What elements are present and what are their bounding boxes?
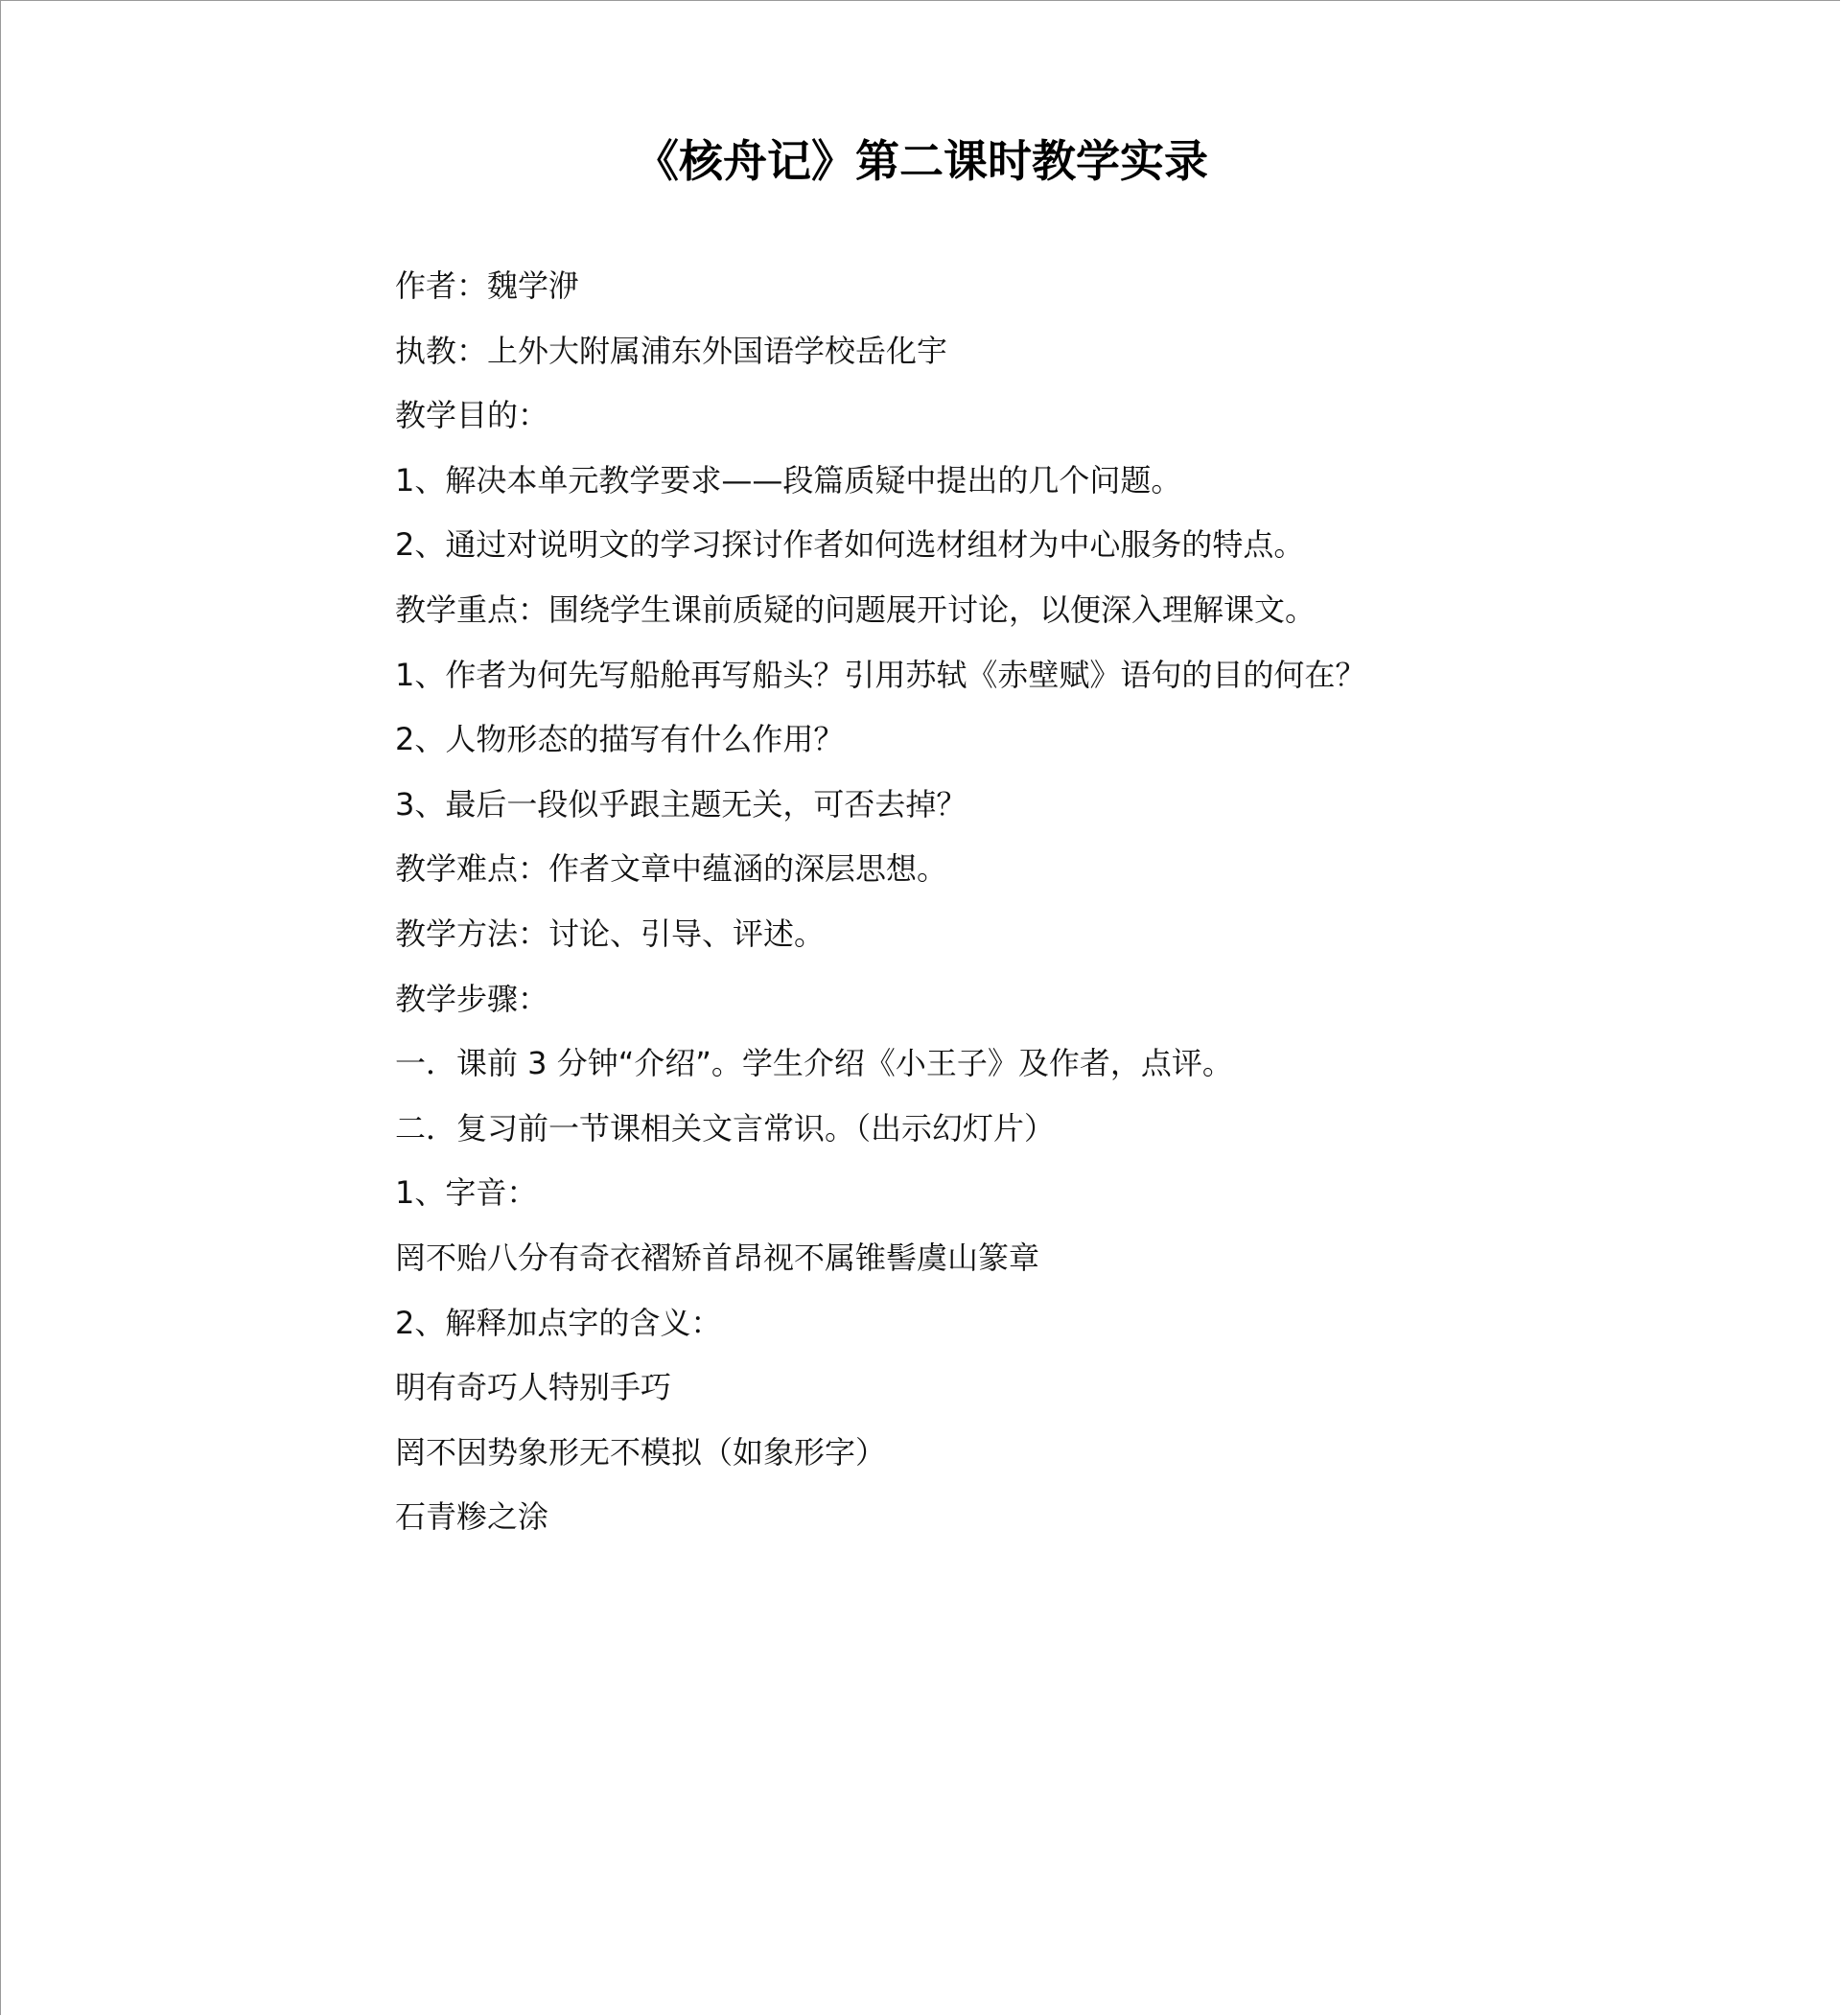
teaching-method-line: 教学方法：讨论、引导、评述。 xyxy=(395,915,826,952)
goal-item: 2、通过对说明文的学习探讨作者如何选材组材为中心服务的特点。 xyxy=(395,526,1305,564)
focus-item: 2、人物形态的描写有什么作用？ xyxy=(395,721,845,758)
step-item: 一．课前 3 分钟“介绍”。学生介绍《小王子》及作者，点评。 xyxy=(395,1045,1233,1082)
meaning-item: 罔不因势象形无不模拟（如象形字） xyxy=(395,1433,887,1471)
teacher-line: 执教：上外大附属浦东外国语学校岳化宇 xyxy=(395,332,948,369)
focus-item: 1、作者为何先写船舱再写船头？引用苏轼《赤壁赋》语句的目的何在？ xyxy=(395,656,1366,693)
pronunciation-heading: 1、字音： xyxy=(395,1174,538,1212)
document-body xyxy=(395,254,1546,1550)
step-item: 二．复习前一节课相关文言常识。（出示幻灯片） xyxy=(395,1109,1056,1147)
teaching-goals-heading: 教学目的： xyxy=(395,397,549,434)
pronunciation-words: 罔不贻八分有奇衣褶矫首昂视不属锥髻虞山篆章 xyxy=(395,1239,1040,1276)
teaching-focus-line: 教学重点：围绕学生课前质疑的问题展开讨论，以便深入理解课文。 xyxy=(395,591,1317,628)
teaching-steps-heading: 教学步骤： xyxy=(395,980,549,1017)
teaching-difficulty-line: 教学难点：作者文章中蕴涵的深层思想。 xyxy=(395,850,948,888)
meaning-item: 明有奇巧人特别手巧 xyxy=(395,1369,672,1406)
meaning-heading: 2、解释加点字的含义： xyxy=(395,1304,722,1341)
document-title: 《核舟记》第二课时教学实录 xyxy=(635,135,1208,187)
focus-item: 3、最后一段似乎跟主题无关，可否去掉？ xyxy=(395,785,967,823)
meaning-item: 石青糁之涂 xyxy=(395,1498,549,1536)
author-line: 作者：魏学洢 xyxy=(395,267,580,304)
goal-item: 1、解决本单元教学要求——段篇质疑中提出的几个问题。 xyxy=(395,461,1182,498)
